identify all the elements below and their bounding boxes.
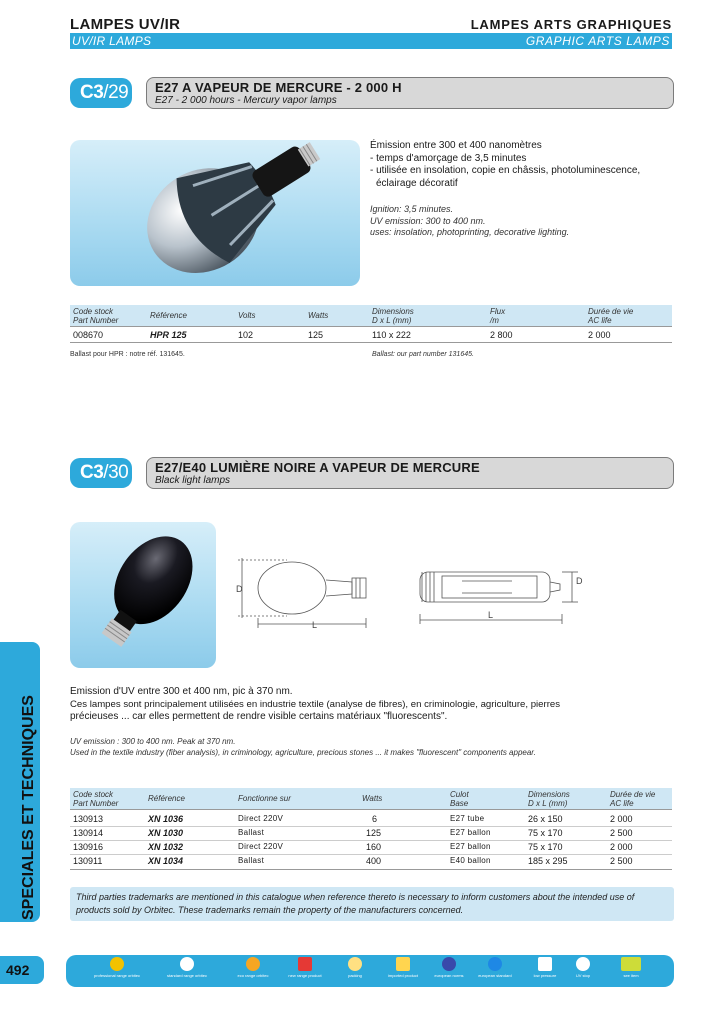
cell-volts: 102 — [238, 330, 254, 340]
cell-watts: 6 — [372, 814, 378, 824]
th-lifetime — [610, 790, 655, 808]
lamp-photo-hpr — [70, 140, 360, 286]
section1-description — [370, 140, 680, 239]
legend-item — [606, 957, 656, 978]
table-row — [70, 330, 672, 342]
table-divider — [70, 826, 672, 827]
cell-code: 130911 — [73, 856, 103, 866]
th-line: Watts — [308, 311, 329, 320]
cell-reference: XN 1036 — [148, 814, 184, 824]
ballast-note-en: Ballast: our part number 131645. — [372, 351, 474, 358]
cell-dimensions: 26 x 150 — [528, 814, 563, 824]
header-left-subtitle: UV/IR LAMPS — [72, 34, 152, 48]
badge-number: /29 — [103, 82, 129, 103]
lamp-photo-blacklight — [70, 522, 216, 668]
cell-lifetime: 2 000 — [610, 842, 633, 852]
cell-operates-on: Direct 220V — [238, 842, 284, 851]
lamp-dimension-diagram — [232, 548, 672, 628]
legend-label: european norms — [434, 973, 464, 978]
cell-base: E27 tube — [450, 814, 485, 823]
th-operates-on — [238, 794, 291, 803]
legend-item — [228, 957, 278, 978]
cell-watts: 125 — [366, 828, 382, 838]
cell-reference: XN 1034 — [148, 856, 184, 866]
cell-watts: 160 — [366, 842, 382, 852]
th-watts — [308, 311, 328, 320]
side-tab-subtitle: SPECIAL LAMPS — [37, 809, 53, 920]
side-tab-text — [20, 695, 52, 920]
cell-code: 130916 — [73, 842, 104, 852]
packing-icon — [348, 957, 362, 971]
th-line: Référence — [150, 311, 187, 320]
cell-dimensions: 185 x 295 — [528, 856, 568, 866]
page-number: 492 — [0, 956, 44, 984]
th-volts — [238, 311, 256, 320]
cell-operates-on: Direct 220V — [238, 814, 284, 823]
section-subtitle: E27 - 2 000 hours - Mercury vapor lamps — [155, 95, 337, 106]
desc-en-line: UV emission: 300 to 400 nm. — [370, 215, 486, 226]
european-norms-icon — [442, 957, 456, 971]
th-flux — [490, 307, 505, 325]
cell-watts: 125 — [308, 330, 324, 340]
th-line: AC life — [610, 799, 634, 808]
cell-base: E27 ballon — [450, 842, 491, 851]
section-badge-30 — [70, 458, 132, 488]
th-line: Durée de vie — [610, 790, 656, 799]
table-row — [70, 828, 672, 840]
table-divider — [70, 840, 672, 841]
legend-label: professional range orbitec — [93, 973, 141, 978]
cell-reference: HPR 125 — [150, 330, 187, 340]
legend-item — [280, 957, 330, 978]
desc-fr-line: Emission d'UV entre 300 et 400 nm, pic à 370 nm. — [70, 686, 293, 697]
desc-en-line: Used in the textile industry (fiber analysis), in criminology, agriculture, precious stones ... it makes "fluorescent" components appear. — [70, 748, 536, 757]
badge-prefix: C3 — [80, 462, 104, 483]
th-line: Watts — [362, 794, 383, 803]
th-reference — [148, 794, 185, 803]
desc-en-line: Ignition: 3,5 minutes. — [370, 204, 454, 214]
th-line: Durée de vie — [588, 307, 634, 316]
th-line: AC life — [588, 316, 612, 325]
th-line: Culot — [450, 790, 469, 799]
th-code-stock — [73, 307, 118, 325]
desc-fr-line: précieuses ... car elles permettent de rendre visible certains matériaux "fluorescents". — [70, 711, 448, 722]
desc-en-line: uses: insolation, photoprinting, decorative lighting. — [370, 227, 570, 237]
table2-header — [70, 788, 672, 810]
cell-dimensions: 75 x 170 — [528, 842, 563, 852]
desc-en-line: UV emission : 300 to 400 nm. Peak at 370 nm. — [70, 736, 236, 746]
cell-dimensions: 75 x 170 — [528, 828, 563, 838]
table-row — [70, 842, 672, 854]
header-right-title: LAMPES ARTS GRAPHIQUES — [470, 17, 672, 32]
low-pressure-icon — [538, 957, 552, 971]
th-code-stock — [73, 790, 118, 808]
legend-item — [470, 957, 520, 978]
mercury-lamp-image — [70, 140, 360, 286]
desc-fr-line: Ces lampes sont principalement utilisées en industrie textile (analyse de fibres), en criminologie, agriculture, pierres — [70, 698, 561, 710]
th-dimensions — [528, 790, 570, 808]
table-divider — [70, 342, 672, 343]
section2-description — [70, 686, 676, 759]
legend-label: low pressure — [533, 973, 557, 978]
desc-fr-line: - utilisée en insolation, copie en châssis, photoluminescence, — [370, 165, 641, 176]
footer-legend-bar — [66, 955, 674, 987]
section-title-box — [146, 77, 674, 109]
th-line: Code stock — [73, 790, 114, 799]
th-base — [450, 790, 469, 808]
side-tab-title: SPECIALES ET TECHNIQUES — [20, 695, 37, 920]
section-subtitle: Black light lamps — [155, 475, 231, 486]
cell-watts: 400 — [366, 856, 382, 866]
th-line: D x L (mm) — [372, 316, 412, 325]
cell-operates-on: Ballast — [238, 828, 265, 837]
trademark-notice: Third parties trademarks are mentioned in this catalogue when reference thereto is necessary to inform customers about the intended use of products sold by Orbitec. These trademarks remain the property of the manufacturers concerned. — [70, 887, 674, 921]
th-line: Code stock — [73, 307, 114, 316]
cell-lifetime: 2 000 — [610, 814, 633, 824]
legend-item — [330, 957, 380, 978]
standard-range-icon — [180, 957, 194, 971]
th-line: D x L (mm) — [528, 799, 568, 808]
diagram-label-l: L — [488, 610, 494, 620]
diagram-label-d: D — [576, 576, 583, 586]
see-item-icon — [621, 957, 641, 971]
th-line: /m — [490, 316, 499, 325]
new-range-icon — [298, 957, 312, 971]
legend-label: packing — [348, 973, 362, 978]
cell-operates-on: Ballast — [238, 856, 265, 865]
th-line: Part Number — [73, 799, 119, 808]
th-line: Dimensions — [372, 307, 414, 316]
th-line: Référence — [148, 794, 185, 803]
desc-fr-line: - temps d'amorçage de 3,5 minutes — [370, 152, 527, 164]
th-line: Fonctionne sur — [238, 794, 291, 803]
cell-code: 130914 — [73, 828, 104, 838]
section-title: E27/E40 LUMIÈRE NOIRE A VAPEUR DE MERCURE — [155, 460, 480, 475]
cell-lifetime: 2 500 — [610, 856, 633, 866]
cell-reference: XN 1032 — [148, 842, 184, 852]
th-watts — [362, 794, 382, 803]
legend-label: eco range orbitec — [237, 973, 269, 978]
legend-item — [378, 957, 428, 978]
header-left-title: LAMPES UV/IR — [70, 16, 181, 33]
table-row — [70, 814, 672, 826]
professional-range-icon — [110, 957, 124, 971]
legend-item — [558, 957, 608, 978]
legend-label: UV stop — [575, 973, 591, 978]
diagram-label-l: L — [312, 620, 318, 628]
black-light-lamp-image — [70, 522, 216, 668]
desc-fr-line: éclairage décoratif — [376, 177, 458, 189]
legend-item — [162, 957, 212, 978]
table1-header — [70, 305, 672, 327]
diagram-label-d: D — [236, 584, 243, 594]
desc-fr-line: Émission entre 300 et 400 nanomètres — [370, 140, 542, 151]
legend-item — [92, 957, 142, 978]
th-line: Part Number — [73, 316, 119, 325]
badge-number: /30 — [103, 462, 129, 483]
cell-base: E40 ballon — [450, 856, 491, 865]
table-divider — [70, 869, 672, 870]
th-dimensions — [372, 307, 414, 325]
cell-base: E27 ballon — [450, 828, 491, 837]
legend-item — [424, 957, 474, 978]
section-title-box — [146, 457, 674, 489]
legend-label: imported product — [387, 973, 418, 978]
cell-dimensions: 110 x 222 — [372, 330, 411, 340]
ballast-note-fr: Ballast pour HPR : notre réf. 131645. — [70, 351, 185, 358]
eco-range-icon — [246, 957, 260, 971]
th-line: Dimensions — [528, 790, 570, 799]
table-row — [70, 856, 672, 868]
uv-stop-icon — [576, 957, 590, 971]
cell-lifetime: 2 500 — [610, 828, 633, 838]
legend-label: standard range orbitec — [166, 973, 208, 978]
table-divider — [70, 854, 672, 855]
th-line: Volts — [238, 311, 256, 320]
legend-label: new range product — [288, 973, 322, 978]
th-reference — [150, 311, 187, 320]
cell-reference: XN 1030 — [148, 828, 184, 838]
cell-code: 008670 — [73, 330, 104, 340]
imported-product-icon — [396, 957, 410, 971]
th-lifetime — [588, 307, 633, 325]
section-badge-29 — [70, 78, 132, 108]
badge-prefix: C3 — [80, 82, 104, 103]
cell-code: 130913 — [73, 814, 104, 824]
th-line: Base — [450, 799, 469, 808]
header-right-subtitle: GRAPHIC ARTS LAMPS — [525, 34, 670, 48]
page-header — [0, 14, 724, 54]
cell-lifetime: 2 000 — [588, 330, 611, 340]
legend-label: see item — [623, 973, 639, 978]
section-title: E27 A VAPEUR DE MERCURE - 2 000 H — [155, 80, 402, 95]
legend-label: european standard — [478, 973, 512, 978]
cell-flux: 2 800 — [490, 330, 513, 340]
european-standard-icon — [488, 957, 502, 971]
th-line: Flux — [490, 307, 506, 316]
